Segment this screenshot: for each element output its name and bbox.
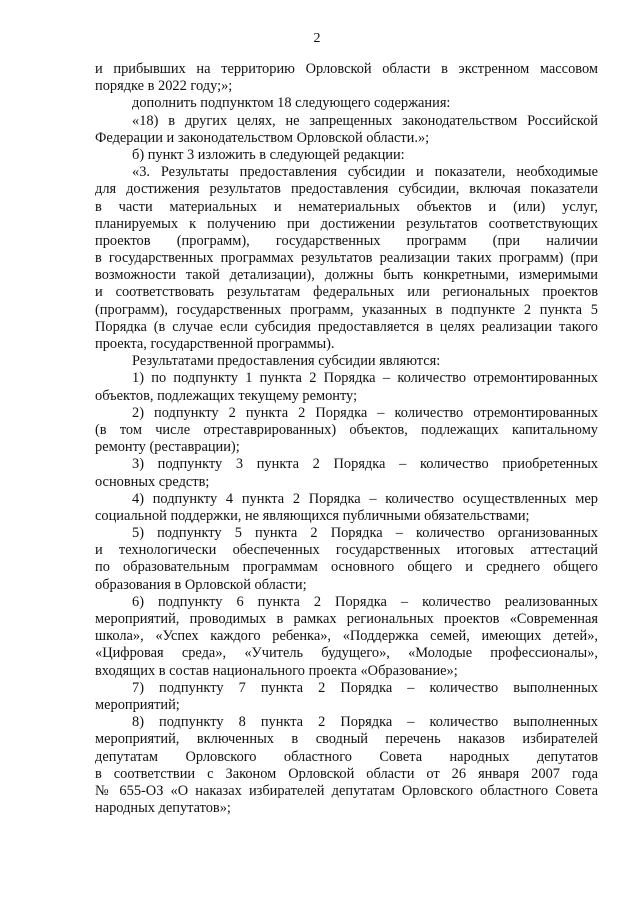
text-line: «Цифровая среда», «Учитель будущего», «Молодые профессионалы»,	[95, 645, 598, 662]
text-line: школа», «Успех каждого ребенка», «Поддержка семей, имеющих детей»,	[95, 628, 598, 645]
text-line: № 655-ОЗ «О наказах избирателей депутатам Орловского областного Совета	[95, 782, 598, 799]
text-line: объектов, подлежащих текущему ремонту;	[95, 387, 358, 404]
text-line: социальной поддержки, не являющихся публичными обязательствами;	[95, 507, 530, 524]
text-line: Результатами предоставления субсидии являются:	[132, 353, 441, 370]
text-line: депутатам Орловского областного Совета народных депутатов	[95, 748, 598, 765]
text-line: 1) по подпункту 1 пункта 2 Порядка – количество отремонтированных	[132, 370, 598, 387]
text-line: 2) подпункту 2 пункта 2 Порядка – количество отремонтированных	[132, 404, 598, 421]
text-line: в части материальных и нематериальных объектов и (или) услуг,	[95, 198, 598, 215]
text-line: и прибывших на территорию Орловской области в экстренном массовом	[95, 61, 598, 77]
text-line: «18) в других целях, не запрещенных законодательством Российской	[132, 112, 598, 129]
text-line: мероприятий, проводимых в рамках региональных проектов «Современная	[95, 611, 598, 627]
text-line: (в том числе отреставрированных) объектов, подлежащих капитальному	[95, 421, 598, 438]
text-line: 8) подпункту 8 пункта 2 Порядка – количество выполненных	[132, 714, 598, 731]
text-line: 3) подпункту 3 пункта 2 Порядка – количество приобретенных	[132, 456, 598, 473]
text-line: б) пункт 3 изложить в следующей редакции:	[132, 146, 405, 163]
text-line: образования в Орловской области;	[95, 576, 307, 593]
text-line: 4) подпункту 4 пункта 2 Порядка – количество осуществленных мер	[132, 490, 598, 507]
text-line: 6) подпункту 6 пункта 2 Порядка – количество реализованных	[132, 593, 598, 610]
text-line: 5) подпункту 5 пункта 2 Порядка – количество организованных	[132, 525, 598, 542]
text-line: Порядка (в случае если субсидия предоставляется в целях реализации такого	[95, 318, 598, 335]
text-line: и соответствовать результатам федеральных или региональных проектов	[95, 284, 598, 301]
text-line: народных депутатов»;	[95, 800, 231, 817]
text-line: планируемых к получению при достижении результатов соответствующих	[95, 215, 598, 232]
page-number: 2	[313, 31, 321, 46]
text-line: порядке в 2022 году;»;	[95, 78, 233, 95]
text-line: основных средств;	[95, 473, 210, 490]
text-line: Федерации и законодательством Орловской области.»;	[95, 129, 430, 146]
text-line: для достижения результатов предоставления субсидии, включая показатели	[95, 181, 598, 198]
text-line: проекта, государственной программы).	[95, 336, 335, 352]
text-line: ремонту (реставрации);	[95, 439, 240, 456]
text-line: входящих в состав национального проекта «Образование»;	[95, 662, 458, 679]
text-line: «3. Результаты предоставления субсидии и показатели, необходимые	[132, 164, 598, 181]
text-line: в соответствии с Законом Орловской области от 26 января 2007 года	[95, 765, 598, 782]
text-line: мероприятий;	[95, 696, 180, 713]
text-line: в государственных программах результатов реализации таких программ) (при	[95, 250, 598, 267]
text-line: по образовательным программам основного общего и среднего общего	[95, 559, 598, 576]
text-line: и технологически обеспеченных государственных итоговых аттестаций	[95, 542, 598, 559]
text-line: дополнить подпунктом 18 следующего содержания:	[132, 95, 451, 112]
text-line: мероприятий, включенных в сводный перечень наказов избирателей	[95, 731, 598, 748]
text-line: проектов (программ), государственных программ (при наличии	[95, 232, 598, 249]
text-line: 7) подпункту 7 пункта 2 Порядка – количество выполненных	[132, 679, 598, 696]
text-line: возможности такой детализации), должны быть конкретными, измеримыми	[95, 267, 598, 284]
document-body	[95, 61, 598, 817]
text-line: (программ), государственных программ, указанных в подпункте 2 пункта 5	[95, 301, 598, 318]
